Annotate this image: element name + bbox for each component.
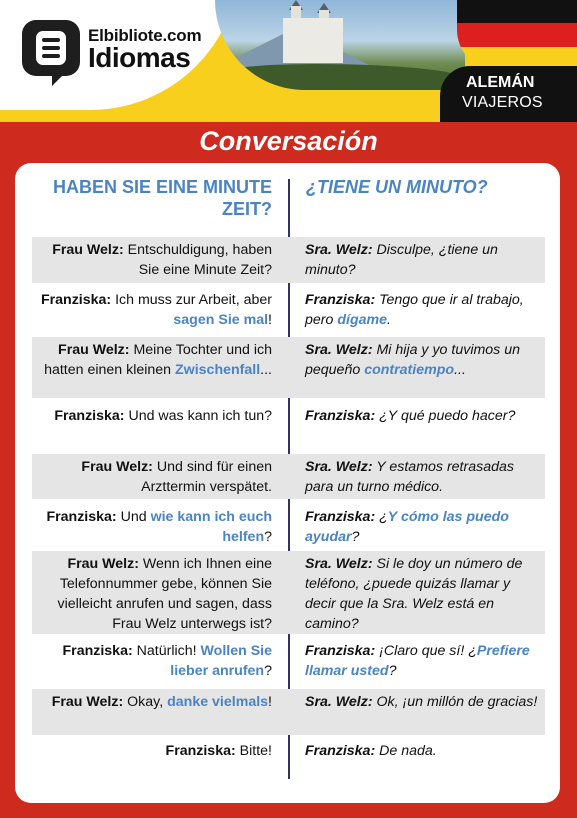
castle-photo (215, 0, 465, 90)
dialogue-row (32, 638, 545, 685)
page-title: Conversación (199, 126, 378, 156)
speaker-name: Franziska: (305, 408, 376, 424)
dialogue-text: Si le doy un número de teléfono, ¿puede quizás llamar y decir que la Sra. Welz está en camino? (305, 556, 523, 632)
dialogue-text: ? (264, 529, 272, 545)
dialogue-row (32, 689, 545, 735)
speaker-name: Franziska: (305, 743, 376, 759)
dialogue-text: Wenn ich Ihnen eine Telefonnummer gebe, können Sie vielleicht anrufen und sagen, dass Frau Welz unterwegs ist? (57, 556, 272, 632)
highlighted-phrase: sagen Sie mal (173, 312, 269, 328)
highlighted-phrase: Y cómo las puedo ayudar (305, 509, 509, 545)
dialogue-text: . (387, 312, 391, 328)
speaker-name: Frau Welz: (67, 556, 139, 572)
highlighted-phrase: danke vielmals (167, 694, 269, 710)
highlighted-phrase: Prefiere llamar usted (305, 643, 530, 679)
column-heading-spanish: ¿TIENE UN MINUTO? (306, 177, 488, 197)
german-line (32, 638, 272, 681)
dialogue-text: Und was kann ich tun? (124, 408, 272, 424)
dialogue-text: ... (454, 362, 466, 378)
dialogue-text: Disculpe, ¿tiene un minuto? (305, 242, 498, 278)
dialogue-text: Meine Tochter und ich hatten einen kleinen (44, 342, 272, 378)
spanish-line (305, 738, 543, 761)
german-line (32, 237, 272, 280)
dialogue-text: Bitte! (235, 743, 272, 759)
spanish-line (305, 638, 543, 681)
german-line (32, 287, 272, 330)
spanish-line (305, 237, 543, 280)
highlighted-phrase: wie kann ich euch helfen (150, 509, 272, 545)
dialogue-text: De nada. (375, 743, 437, 759)
german-line (32, 551, 272, 634)
dialogue-row (32, 403, 545, 449)
dialogue-text: ? (388, 663, 397, 679)
dialogue-text: Ich muss zur Arbeit, aber (111, 292, 272, 308)
dialogue-text: ! (268, 694, 272, 710)
german-line (32, 337, 272, 380)
dialogue-row (32, 551, 545, 634)
german-line (32, 738, 272, 761)
dialogue-text: ! (268, 312, 272, 328)
speaker-name: Sra. Welz: (305, 242, 373, 258)
dialogue-row (32, 504, 545, 550)
dialogue-text: ¡Claro que sí! ¿ (375, 643, 477, 659)
speaker-name: Sra. Welz: (305, 342, 373, 358)
dialogue-text: Und (116, 509, 151, 525)
spanish-line (305, 403, 543, 426)
column-heading-german: HABEN SIE EINE MINUTE ZEIT? (52, 177, 272, 219)
level-language: ALEMÁN (466, 74, 535, 91)
speaker-name: Franziska: (54, 408, 125, 424)
highlighted-phrase: Wollen Sie lieber anrufen (170, 643, 272, 679)
speaker-name: Franziska: (305, 643, 376, 659)
german-line (32, 403, 272, 426)
level-audience: VIAJEROS (462, 94, 543, 111)
highlighted-phrase: Zwischenfall (175, 362, 261, 378)
dialogue-text: ... (260, 362, 272, 378)
dialogue-text: Tengo que ir al trabajo, pero (305, 292, 524, 328)
german-line (32, 454, 272, 497)
spanish-line (305, 504, 543, 547)
dialogue-row (32, 454, 545, 499)
dialogue-text: Mi hija y yo tuvimos un pequeño (305, 342, 520, 378)
dialogue-text: ¿ (375, 509, 388, 525)
spanish-line (305, 689, 543, 712)
speaker-name: Franziska: (305, 509, 376, 525)
highlighted-phrase: contratiempo (364, 362, 455, 378)
dialogue-row (32, 337, 545, 398)
spanish-line (305, 337, 543, 380)
dialogue-text: Ok, ¡un millón de gracias! (372, 694, 538, 710)
dialogue-text: Y estamos retrasadas para un turno médico. (305, 459, 514, 495)
dialogue-text: Entschuldigung, haben Sie eine Minute Zeit? (123, 242, 272, 278)
speaker-name: Franziska: (305, 292, 376, 308)
brand-name: Idiomas (88, 42, 191, 73)
dialogue-text: ? (264, 663, 272, 679)
brand-site: Elbibliote.com (88, 26, 202, 45)
dialogue-row (32, 237, 545, 283)
dialogue-text: Okay, (123, 694, 168, 710)
dialogue-text: Natürlich! (132, 643, 201, 659)
speaker-name: Franziska: (62, 643, 133, 659)
speaker-name: Franziska: (40, 292, 112, 308)
speaker-name: Frau Welz: (52, 242, 124, 258)
german-flag-icon (457, 0, 577, 70)
speaker-name: Frau Welz: (51, 694, 124, 710)
spanish-line (305, 551, 543, 634)
dialogue-text: Und sind für einen Arzttermin verspätet. (141, 459, 272, 495)
speaker-name: Sra. Welz: (305, 556, 373, 572)
spanish-line (305, 287, 543, 330)
dialogue-row (32, 287, 545, 333)
dialogue-text: ¿Y qué puedo hacer? (375, 408, 516, 424)
german-line (32, 689, 272, 712)
brand-logo-icon (22, 20, 80, 76)
speaker-name: Sra. Welz: (305, 694, 373, 710)
speaker-name: Franziska: (165, 743, 236, 759)
speaker-name: Frau Welz: (58, 342, 130, 358)
spanish-line (305, 454, 543, 497)
speaker-name: Franziska: (46, 509, 117, 525)
speaker-name: Frau Welz: (81, 459, 153, 475)
speaker-name: Sra. Welz: (305, 459, 373, 475)
german-line (32, 504, 272, 547)
dialogue-row (32, 738, 545, 766)
dialogue-text: ? (351, 529, 360, 545)
highlighted-phrase: dígame (337, 312, 388, 328)
